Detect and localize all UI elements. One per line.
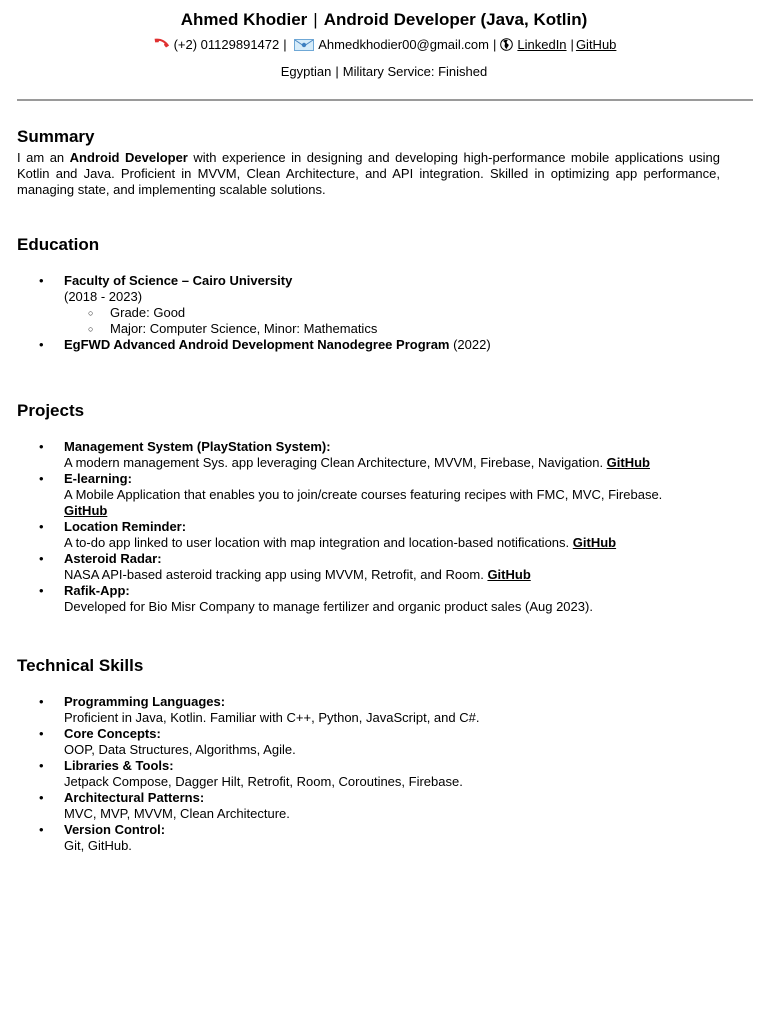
header-divider bbox=[17, 99, 753, 101]
list-item: ○ Major: Computer Science, Minor: Mathematics bbox=[64, 321, 720, 337]
skill-desc: Git, GitHub. bbox=[64, 838, 132, 853]
skill-desc: Proficient in Java, Kotlin. Familiar with C++, Python, JavaScript, and C#. bbox=[64, 710, 480, 725]
project-name: • Rafik-App: bbox=[64, 583, 130, 598]
name-line bbox=[0, 10, 768, 30]
education-years: (2022) bbox=[449, 337, 491, 352]
separator: | bbox=[335, 64, 339, 79]
project-github-link[interactable]: GitHub bbox=[606, 455, 650, 470]
section-title-projects: Projects bbox=[17, 401, 85, 420]
skill-desc: OOP, Data Structures, Algorithms, Agile. bbox=[64, 742, 296, 757]
list-item: ○ Grade: Good bbox=[64, 305, 720, 321]
project-desc-text: A modern management Sys. app leveraging Clean Architecture, MVVM, Firebase, Navigation. bbox=[64, 455, 607, 470]
phone-icon bbox=[152, 38, 170, 55]
github-link[interactable]: GitHub bbox=[575, 37, 617, 52]
skill-desc: MVC, MVP, MVVM, Clean Architecture. bbox=[64, 806, 290, 821]
separator: | bbox=[283, 37, 287, 52]
list-item bbox=[17, 519, 720, 551]
list-item bbox=[17, 694, 720, 726]
skill-category: • Libraries & Tools: bbox=[64, 758, 174, 773]
list-item bbox=[17, 822, 720, 854]
projects-section bbox=[17, 401, 720, 615]
skills-list bbox=[17, 694, 720, 854]
nationality: Egyptian bbox=[280, 64, 332, 79]
list-item bbox=[17, 551, 720, 583]
email-icon bbox=[294, 39, 314, 55]
summary-text bbox=[17, 150, 720, 198]
list-item bbox=[17, 726, 720, 758]
separator: | bbox=[570, 37, 574, 52]
section-title-education: Education bbox=[17, 235, 100, 254]
project-desc bbox=[64, 487, 720, 519]
project-desc: Developed for Bio Misr Company to manage fertilizer and organic product sales (Aug 2023). bbox=[64, 599, 593, 614]
project-desc bbox=[64, 567, 720, 583]
project-desc-text: NASA API-based asteroid tracking app using MVVM, Retrofit, and Room. bbox=[64, 567, 488, 582]
info-line bbox=[0, 64, 768, 80]
project-desc bbox=[64, 535, 720, 551]
project-name: • Asteroid Radar: bbox=[64, 551, 162, 566]
project-github-link[interactable]: GitHub bbox=[64, 503, 108, 518]
list-item bbox=[17, 273, 720, 337]
project-name: • Management System (PlayStation System): bbox=[64, 439, 331, 454]
project-name: • Location Reminder: bbox=[64, 519, 187, 534]
section-title-skills: Technical Skills bbox=[17, 656, 144, 675]
separator: | bbox=[313, 10, 318, 29]
project-desc bbox=[64, 455, 720, 471]
education-list bbox=[17, 273, 720, 353]
project-desc-text: A Mobile Application that enables you to join/create courses featuring recipes with FMC, MVC, Firebase. bbox=[64, 487, 663, 502]
skill-desc: Jetpack Compose, Dagger Hilt, Retrofit, Room, Coroutines, Firebase. bbox=[64, 774, 463, 789]
summary-section bbox=[17, 127, 720, 198]
skill-category: • Core Concepts: bbox=[64, 726, 161, 741]
linkedin-link[interactable]: LinkedIn bbox=[517, 37, 567, 52]
project-github-link[interactable]: GitHub bbox=[487, 567, 531, 582]
skills-section bbox=[17, 656, 720, 854]
summary-highlight: Android Developer bbox=[69, 150, 188, 165]
list-item bbox=[17, 758, 720, 790]
summary-prefix: I am an bbox=[17, 150, 70, 165]
skill-category: • Version Control: bbox=[64, 822, 166, 837]
education-name: EgFWD Advanced Android Development Nanodegree Program bbox=[64, 337, 450, 352]
education-section bbox=[17, 235, 720, 353]
list-item bbox=[17, 583, 720, 615]
summary-body: with experience in designing and developing high-performance mobile applications using Kotlin and Java. Proficient in MVVM, Clean Architecture, and API integration. Skilled in optimizing app performance, managing state, and implementing scalable solutions. bbox=[17, 150, 720, 197]
projects-list bbox=[17, 439, 720, 615]
list-item bbox=[17, 337, 720, 353]
email-address: Ahmedkhodier00@gmail.com bbox=[318, 37, 489, 52]
separator: | bbox=[493, 37, 497, 52]
education-years: (2018 - 2023) bbox=[64, 289, 143, 304]
education-details bbox=[64, 305, 720, 337]
skill-category: • Architectural Patterns: bbox=[64, 790, 205, 805]
candidate-name: Ahmed Khodier bbox=[180, 10, 308, 29]
military-status: Military Service: Finished bbox=[342, 64, 488, 79]
job-title: Android Developer (Java, Kotlin) bbox=[323, 10, 588, 29]
section-title-summary: Summary bbox=[17, 127, 95, 146]
list-item bbox=[17, 790, 720, 822]
project-github-link[interactable]: GitHub bbox=[572, 535, 617, 550]
resume-header bbox=[0, 0, 768, 80]
project-desc-text: A to-do app linked to user location with map integration and location-based notifications. bbox=[64, 535, 573, 550]
skill-category: • Programming Languages: bbox=[64, 694, 226, 709]
project-name: • E-learning: bbox=[64, 471, 132, 486]
globe-icon bbox=[500, 38, 513, 55]
list-item bbox=[17, 471, 720, 519]
contact-line bbox=[0, 37, 768, 55]
education-name: • Faculty of Science – Cairo University bbox=[64, 273, 293, 288]
list-item bbox=[17, 439, 720, 471]
phone-number: (+2) 01129891472 bbox=[173, 37, 280, 52]
